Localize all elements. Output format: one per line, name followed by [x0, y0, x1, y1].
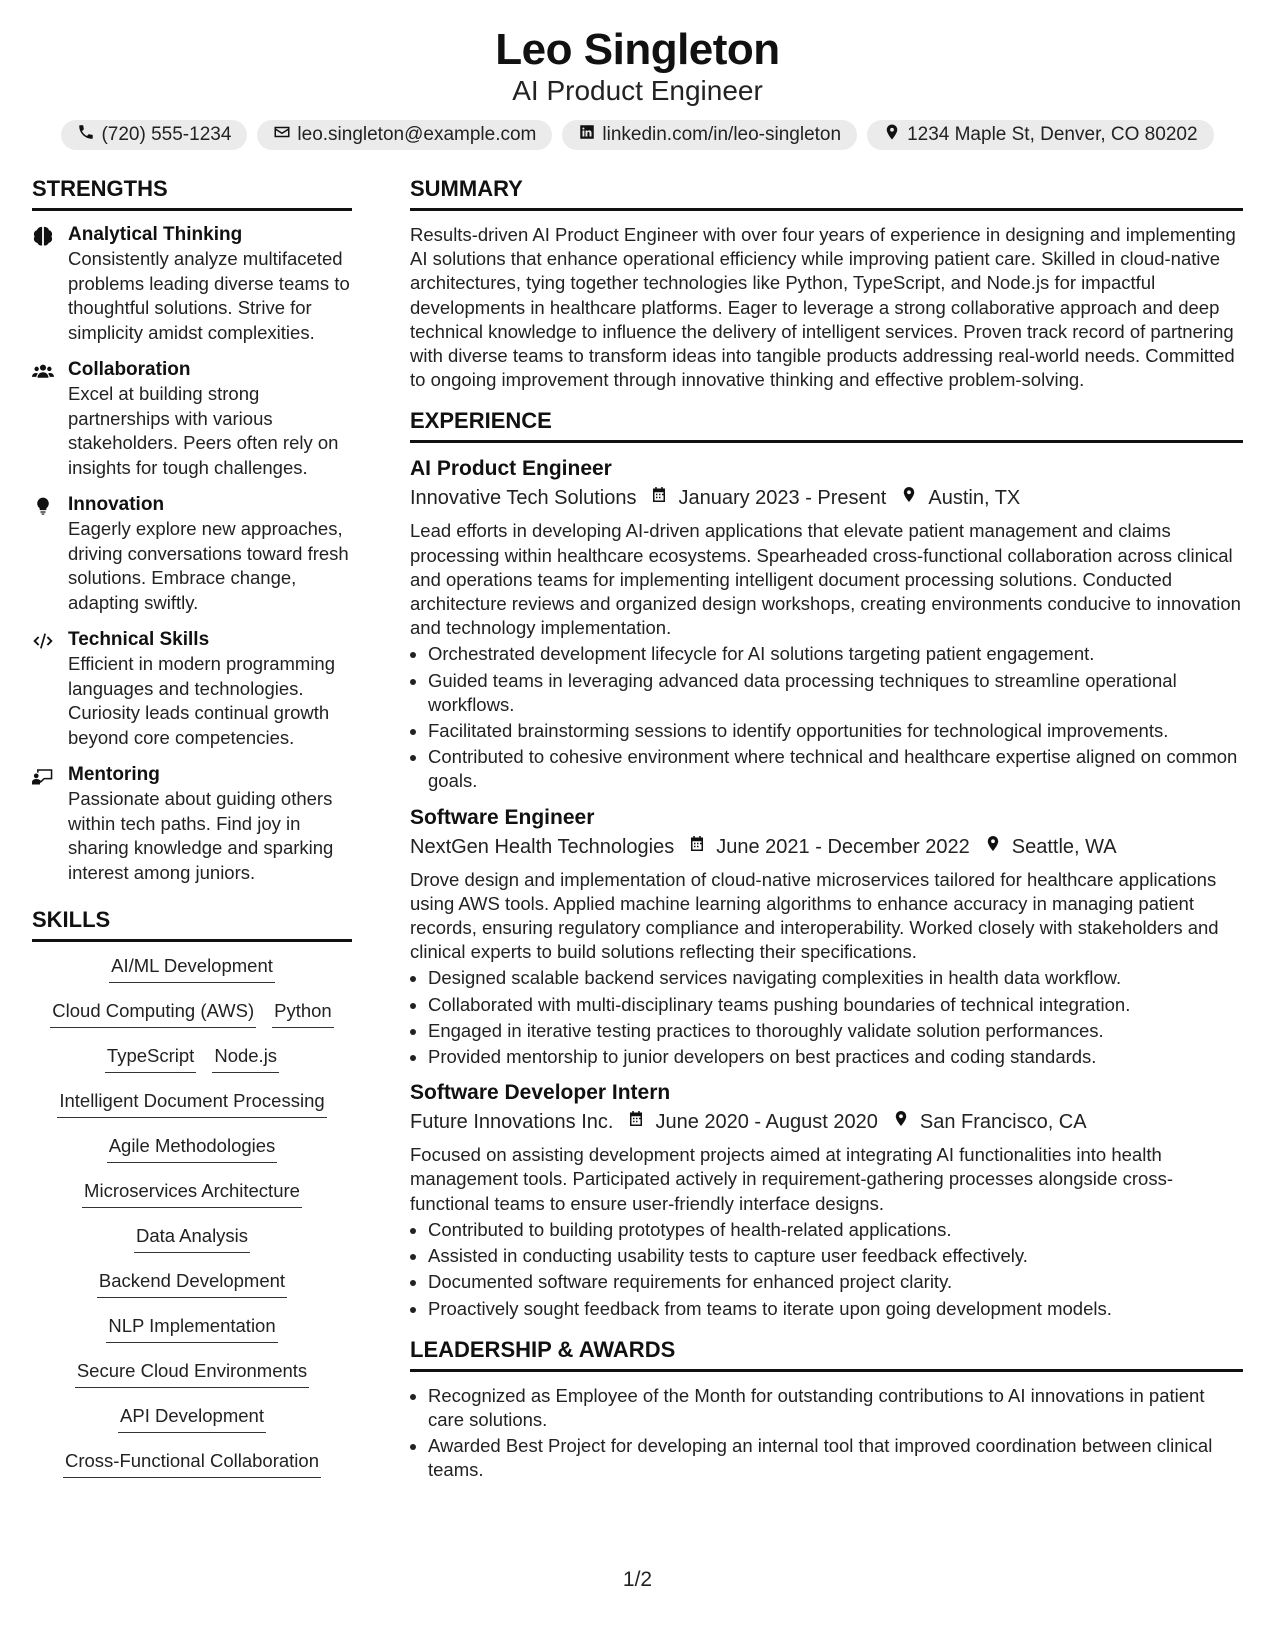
left-column: [32, 176, 352, 1494]
bullet-item: • Orchestrated development lifecycle for AI solutions targeting patient engagement.: [428, 642, 1243, 666]
candidate-name: Leo Singleton: [495, 25, 780, 74]
bullet-item: • Contributed to cohesive environment where technical and healthcare expertise aligned on common goals.: [428, 745, 1243, 793]
bullet-item: • Assisted in conducting usability tests to capture user feedback effectively.: [428, 1244, 1243, 1268]
map-pin-icon: [984, 832, 1002, 862]
job-company: Innovative Tech Solutions: [410, 487, 637, 510]
job-dates: June 2020 - August 2020: [655, 1111, 878, 1134]
contact-email-text: leo.singleton@example.com: [297, 124, 537, 145]
strength-desc: Efficient in modern programming languages and technologies. Curiosity leads continual growth beyond core competencies.: [68, 653, 336, 748]
bullet-item: • Provided mentorship to junior developers on best practices and coding standards.: [428, 1045, 1243, 1069]
bullet-item: • Collaborated with multi-disciplinary teams pushing boundaries of technical integration.: [428, 993, 1243, 1017]
bullet-item: • Awarded Best Project for developing an internal tool that improved coordination between clinical teams.: [428, 1434, 1243, 1482]
job-bullets: [410, 1218, 1243, 1321]
lightbulb-icon: [32, 493, 58, 615]
job-location: San Francisco, CA: [919, 1111, 1087, 1134]
leadership-bullets: [410, 1384, 1243, 1483]
job-meta: [410, 832, 1243, 862]
strength-name: Collaboration: [68, 359, 191, 380]
skill-tag: AI/ML Development: [109, 954, 275, 983]
strength-desc: Consistently analyze multifaceted problems leading diverse teams to thoughtful solutions. Strive for simplicity amidst complexities.: [68, 248, 350, 343]
bullet-item: • Documented software requirements for enhanced project clarity.: [428, 1270, 1243, 1294]
skill-tag: Node.js: [212, 1044, 279, 1073]
job-company: Future Innovations Inc.: [410, 1111, 614, 1134]
contact-linkedin-text: linkedin.com/in/leo-singleton: [602, 124, 842, 145]
job-location: Seattle, WA: [1011, 835, 1117, 858]
job-title: Software Developer Intern: [410, 1081, 671, 1105]
strength-item: [32, 628, 352, 750]
map-pin-icon: [900, 483, 918, 513]
skills-list: [32, 954, 352, 1494]
strength-desc: Excel at building strong partnerships with various stakeholders. Peers often rely on insights for tough challenges.: [68, 383, 339, 478]
contact-email[interactable]: [257, 120, 552, 150]
strength-item: [32, 493, 352, 615]
contact-bar: [0, 120, 1275, 150]
strength-item: [32, 763, 352, 885]
strength-name: Technical Skills: [68, 629, 210, 650]
strength-item: [32, 358, 352, 480]
phone-icon: [77, 123, 95, 147]
users-icon: [32, 358, 58, 480]
skills-heading: SKILLS: [32, 907, 352, 942]
job-entry: [410, 455, 1243, 793]
contact-address-text: 1234 Maple St, Denver, CO 80202: [907, 124, 1198, 145]
bullet-item: • Engaged in iterative testing practices to thoroughly validate solution performances.: [428, 1019, 1243, 1043]
right-column: [410, 176, 1243, 1485]
page-number: 1/2: [622, 1568, 653, 1591]
skill-tag: Cross-Functional Collaboration: [63, 1449, 321, 1478]
skill-tag: Agile Methodologies: [107, 1134, 278, 1163]
strength-name: Mentoring: [68, 764, 160, 785]
job-description: Lead efforts in developing AI-driven applications that elevate patient management and claims processing within healthcare ecosystems. Spearheaded cross-functional collaboration across clinical and operations teams for implementing intelligent document processing solutions. Conducted architecture reviews and organized design workshops, creating environments conducive to innovation and technology implementation.: [410, 520, 1241, 639]
calendar-icon: [688, 832, 706, 862]
job-meta: [410, 483, 1243, 513]
contact-linkedin[interactable]: [562, 120, 857, 150]
contact-phone[interactable]: [61, 120, 247, 150]
summary-text: Results-driven AI Product Engineer with over four years of experience in designing and implementing AI solutions that enhance operational efficiency while improving patient care. Skilled in cloud-native architectures, tying together technologies like Python, TypeScript, and Node.js for impactful developments in healthcare platforms. Eager to leverage a strong collaborative approach and deep technical knowledge to influence the delivery of intelligent services. Proven track record of partnering with diverse teams to transform ideas into tangible products addressing real-world needs. Committed to ongoing improvement through innovative thinking and effective problem-solving.: [410, 224, 1236, 391]
bullet-item: • Guided teams in leveraging advanced data processing techniques to streamline operational workflows.: [428, 669, 1243, 717]
envelope-icon: [273, 123, 291, 147]
brain-icon: [32, 223, 58, 345]
strength-item: [32, 223, 352, 345]
strength-name: Analytical Thinking: [68, 224, 243, 245]
skill-tag: Backend Development: [97, 1269, 287, 1298]
linkedin-icon: [578, 123, 596, 147]
bullet-item: • Facilitated brainstorming sessions to identify opportunities for technological improvements.: [428, 719, 1243, 743]
experience-heading: EXPERIENCE: [410, 408, 1243, 443]
code-icon: [32, 628, 58, 750]
contact-phone-text: (720) 555-1234: [101, 124, 232, 145]
strength-desc: Passionate about guiding others within tech paths. Find joy in sharing knowledge and sparking interest among juniors.: [68, 788, 334, 883]
skill-tag: Python: [272, 999, 334, 1028]
summary-heading: SUMMARY: [410, 176, 1243, 211]
bullet-item: • Proactively sought feedback from teams to iterate upon going development models.: [428, 1297, 1243, 1321]
bullet-item: • Designed scalable backend services navigating complexities in health data workflow.: [428, 966, 1243, 990]
map-pin-icon: [883, 123, 901, 147]
job-title: Software Engineer: [410, 805, 595, 829]
job-title: AI Product Engineer: [410, 457, 612, 481]
leadership-heading: LEADERSHIP & AWARDS: [410, 1337, 1243, 1372]
strengths-heading: STRENGTHS: [32, 176, 352, 211]
strength-desc: Eagerly explore new approaches, driving conversations toward fresh solutions. Embrace change, adapting swiftly.: [68, 518, 349, 613]
map-pin-icon: [892, 1107, 910, 1137]
contact-address[interactable]: [867, 120, 1213, 150]
job-bullets: [410, 642, 1243, 793]
skill-tag: Intelligent Document Processing: [57, 1089, 326, 1118]
job-dates: January 2023 - Present: [678, 487, 887, 510]
bullet-item: • Recognized as Employee of the Month for outstanding contributions to AI innovations in patient care solutions.: [428, 1384, 1243, 1432]
job-entry: [410, 804, 1243, 1070]
job-description: Focused on assisting development projects aimed at integrating AI functionalities into health management tools. Participated actively in requirement-gathering processes alongside cross-functional teams to ensure user-friendly interface designs.: [410, 1144, 1173, 1214]
job-entry: [410, 1079, 1243, 1320]
job-location: Austin, TX: [928, 487, 1021, 510]
calendar-icon: [627, 1107, 645, 1137]
candidate-title: AI Product Engineer: [512, 75, 763, 106]
skill-tag: Microservices Architecture: [82, 1179, 302, 1208]
resume-header: [0, 0, 1275, 150]
job-dates: June 2021 - December 2022: [716, 835, 970, 858]
job-company: NextGen Health Technologies: [410, 835, 675, 858]
calendar-icon: [650, 483, 668, 513]
job-bullets: [410, 966, 1243, 1069]
skill-tag: Data Analysis: [134, 1224, 250, 1253]
skill-tag: NLP Implementation: [106, 1314, 277, 1343]
job-description: Drove design and implementation of cloud-native microservices tailored for healthcare applications using AWS tools. Applied machine learning algorithms to enhance accuracy in managing patient records, ensuring regulatory compliance and interoperability. Worked closely with stakeholders and clinical experts to build solutions reflecting their specifications.: [410, 868, 1219, 963]
skill-tag: TypeScript: [105, 1044, 196, 1073]
strength-name: Innovation: [68, 494, 165, 515]
skill-tag: API Development: [118, 1404, 266, 1433]
teacher-icon: [32, 763, 58, 885]
skill-tag: Secure Cloud Environments: [75, 1359, 309, 1388]
skill-tag: Cloud Computing (AWS): [50, 999, 256, 1028]
job-meta: [410, 1107, 1243, 1137]
bullet-item: • Contributed to building prototypes of health-related applications.: [428, 1218, 1243, 1242]
